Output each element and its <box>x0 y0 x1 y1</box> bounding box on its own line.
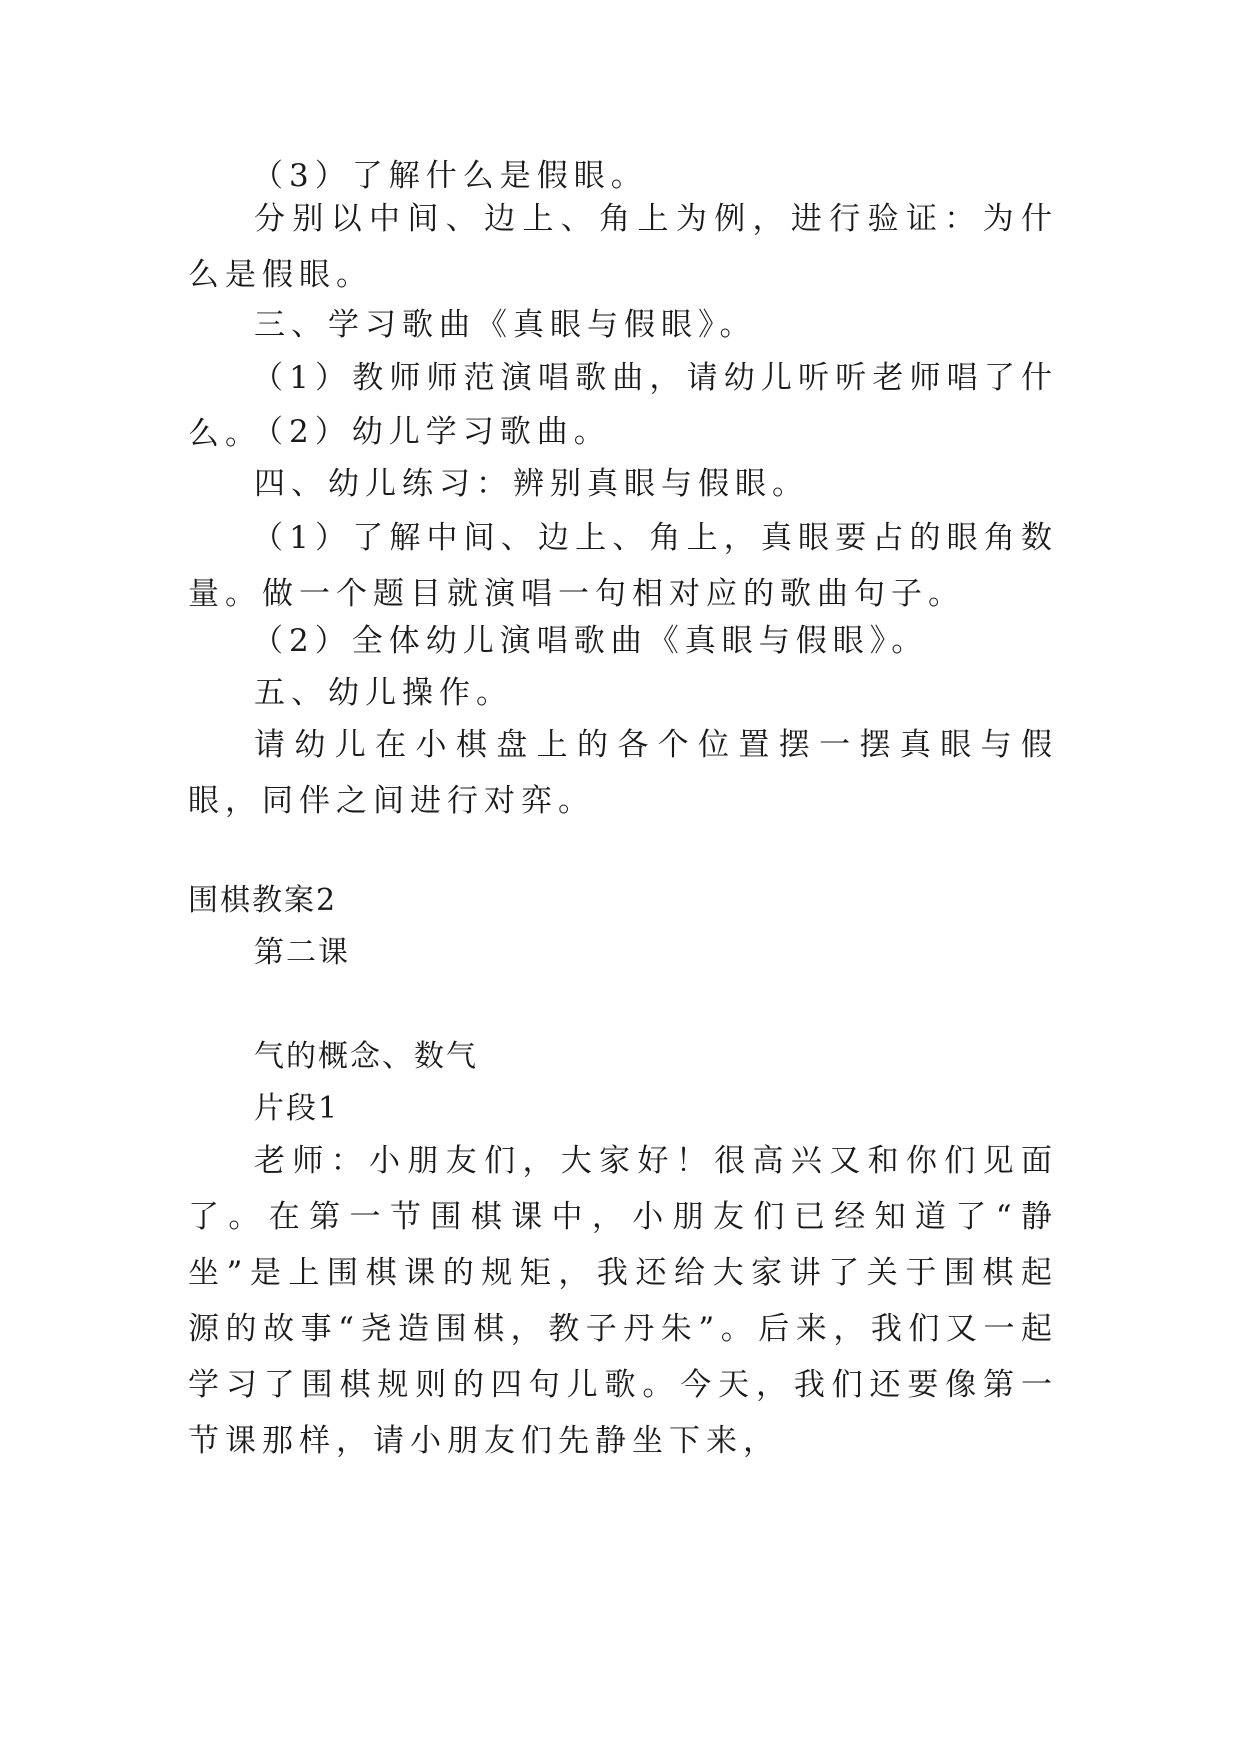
heading-step-five: 五、幼儿操作。 <box>254 675 513 711</box>
body-paragraph: 老师：小朋友们，大家好！很高兴又和你们见面了。在第一节围棋课中，小朋友们已经知道了“静坐”是上围棋课的规矩，我还给大家讲了关于围棋起源的故事“尧造围棋，教子丹朱”。后来，我们又一起学习了围棋规则的四句儿歌。今天，我们还要像第一节课那样，请小朋友们先静坐下来， <box>188 1143 1058 1459</box>
lesson-label: 第二课 <box>254 935 350 970</box>
section-title: 围棋教案2 <box>188 883 338 918</box>
heading-step-three: 三、学习歌曲《真眼与假眼》。 <box>254 307 757 343</box>
paragraph-step-three-1: （1）教师师范演唱歌曲，请幼儿听听老师唱了什么。 <box>188 360 1058 452</box>
paragraph-step-three-2: （2）幼儿学习歌曲。 <box>252 414 611 450</box>
topic-label: 气的概念、数气 <box>254 1039 478 1074</box>
paragraph-item-3: （3）了解什么是假眼。 <box>252 158 648 194</box>
paragraph-step-five: 请幼儿在小棋盘上的各个位置摆一摆真眼与假眼，同伴之间进行对弈。 <box>188 727 1058 819</box>
fragment-label: 片段1 <box>254 1091 340 1126</box>
paragraph-step-four-2: （2）全体幼儿演唱歌曲《真眼与假眼》。 <box>252 623 929 659</box>
paragraph-step-four-1: （1）了解中间、边上、角上，真眼要占的眼角数量。做一个题目就演唱一句相对应的歌曲句子。 <box>188 520 1058 612</box>
heading-step-four: 四、幼儿练习：辨别真眼与假眼。 <box>254 466 809 502</box>
paragraph-verification: 分别以中间、边上、角上为例，进行验证：为什么是假眼。 <box>188 201 1058 293</box>
